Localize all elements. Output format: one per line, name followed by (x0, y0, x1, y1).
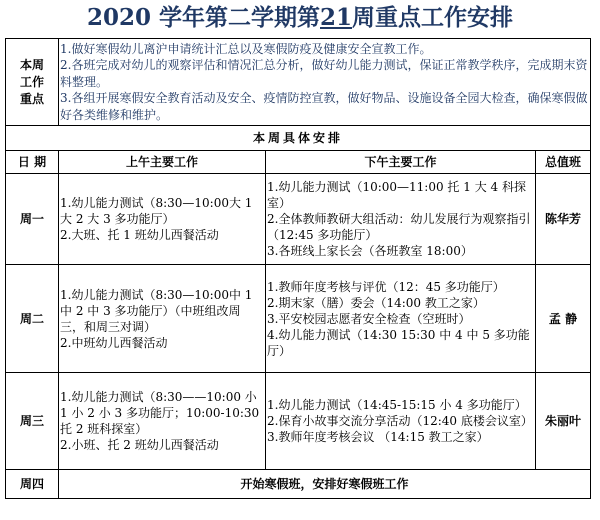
am-item: 2.大班、托 1 班幼儿西餐活动 (60, 228, 219, 242)
focus-row (6, 39, 591, 126)
row-am-work (59, 373, 266, 470)
focus-label (6, 39, 59, 126)
am-item: 1.幼儿能力测试（8:30—10:00大 1 大 2 大 3 多功能厅） (60, 196, 253, 226)
pm-item: 3.各班线上家长会（各班教室 18:00） (267, 244, 473, 258)
row-day: 周二 (6, 265, 59, 373)
am-item: 2.中班幼儿西餐活动 (60, 335, 168, 350)
row-duty: 陈华芳 (536, 174, 591, 265)
schedule-table (5, 38, 591, 499)
title-suffix: 周重点工作安排 (352, 4, 514, 31)
row-am-work (59, 265, 266, 373)
focus-item: 1.做好寒假幼儿离沪申请统计汇总以及寒假防疫及健康安全宣教工作。 (60, 41, 432, 56)
focus-label-line: 本周 (19, 57, 44, 72)
header-am: 上午主要工作 (59, 151, 266, 174)
row-duty: 孟 静 (536, 265, 591, 373)
pm-item: 1.幼儿能力测试（10:00—11:00 托 1 大 4 科探室） (267, 180, 526, 210)
row-pm-work (266, 174, 536, 265)
row-merged-work: 开始寒假班，安排好寒假班工作 (59, 470, 591, 499)
pm-item: 2.期末家（膳）委会（14:00 教工之家） (267, 295, 485, 310)
am-item: 1.幼儿能力测试（8:30—10:00中 1 中 2 中 3 多功能厅）（中班组改周三，和周三对调） (60, 287, 253, 334)
title-prefix: 2020 学年第二学期第 (86, 4, 320, 31)
focus-content (59, 39, 591, 126)
row-day: 周四 (6, 470, 59, 499)
section-row (6, 126, 591, 151)
section-title: 本周具体安排 (6, 126, 591, 151)
focus-label-line: 重点 (19, 91, 44, 106)
focus-item: 2.各班完成对幼儿的观察评估和情况汇总分析，做好幼儿能力测试，保证正常教学秩序，完成期末资料整理。 (60, 58, 588, 89)
header-day: 日 期 (6, 151, 59, 174)
header-duty: 总值班 (536, 151, 591, 174)
pm-item: 1.幼儿能力测试（14:45-15:15 小 4 多功能厅） (267, 398, 527, 412)
focus-item: 3.各组开展寒假安全教育活动及安全、疫情防控宣教，做好物品、设施设备全园大检查，确保寒假做好各类维修和维护。 (60, 91, 588, 122)
row-duty: 朱丽叶 (536, 373, 591, 470)
pm-item: 2.全体教师教研大组活动：幼儿发展行为观察指引（12:45 多功能厅） (267, 212, 531, 242)
table-row (6, 265, 591, 373)
am-item: 2.小班、托 2 班幼儿西餐活动 (60, 438, 219, 452)
table-row (6, 373, 591, 470)
header-pm: 下午主要工作 (266, 151, 536, 174)
pm-item: 3.教师年度考核会议 （14:15 教工之家） (267, 430, 489, 444)
pm-item: 2.保育小故事交流分享活动（12:40 底楼会议室） (267, 414, 533, 428)
table-row (6, 174, 591, 265)
pm-item: 4.幼儿能力测试（14:30 15:30 中 4 中 5 多功能厅） (267, 327, 530, 358)
row-pm-work (266, 265, 536, 373)
header-row (6, 151, 591, 174)
title-week-number: 21 (320, 4, 353, 31)
focus-label-line: 工作 (19, 74, 44, 89)
table-row (6, 470, 591, 499)
pm-item: 1.教师年度考核与评优（12：45 多功能厅） (267, 279, 505, 294)
row-am-work (59, 174, 266, 265)
row-day: 周一 (6, 174, 59, 265)
am-item: 1.幼儿能力测试（8:30——10:00 小 1 小 2 小 3 多功能厅；10:00-10:30 托 2 班科探室） (60, 390, 260, 436)
page-title (0, 0, 600, 36)
row-day: 周三 (6, 373, 59, 470)
row-pm-work (266, 373, 536, 470)
pm-item: 3.平安校园志愿者安全检查（空班时） (267, 311, 471, 326)
